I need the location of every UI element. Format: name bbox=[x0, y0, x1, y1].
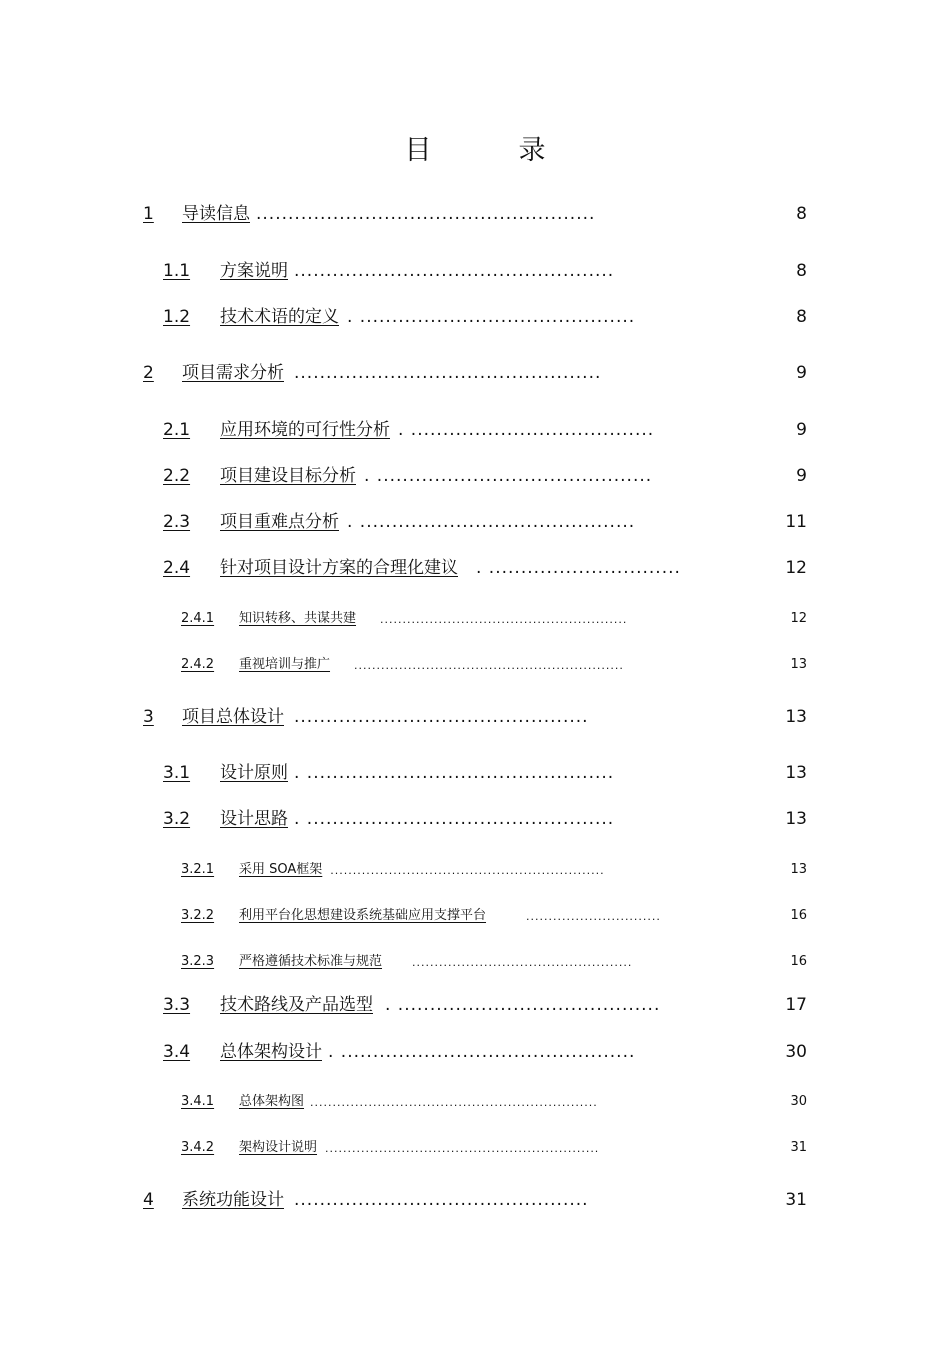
toc-entry-label: 导读信息 bbox=[182, 204, 250, 224]
toc-dot-leader: . ......................................... bbox=[385, 995, 661, 1015]
toc-entry-number: 2.1 bbox=[163, 420, 191, 440]
toc-entry-number: 3.2.1 bbox=[181, 862, 215, 877]
toc-entry-page: 8 bbox=[796, 307, 807, 327]
toc-dot-leader: ................................................. bbox=[412, 956, 633, 969]
toc-entry-number: 3.3 bbox=[163, 995, 191, 1015]
toc-entry-number: 1 bbox=[143, 204, 154, 224]
toc-entry[interactable] bbox=[0, 803, 950, 829]
toc-entry-page: 30 bbox=[790, 1094, 807, 1109]
toc-entry[interactable] bbox=[0, 701, 950, 727]
toc-entry[interactable] bbox=[0, 357, 950, 383]
toc-entry-number: 2.2 bbox=[163, 466, 191, 486]
toc-entry-label: 应用环境的可行性分析 bbox=[220, 420, 390, 440]
toc-dot-leader: .............................................. bbox=[294, 1190, 589, 1210]
toc-entry-label: 项目建设目标分析 bbox=[220, 466, 356, 486]
toc-entry-number: 2.3 bbox=[163, 512, 191, 532]
toc-dot-leader: . ........................................... bbox=[347, 307, 636, 327]
toc-entry[interactable] bbox=[0, 414, 950, 440]
toc-entry-number: 3.2.3 bbox=[181, 954, 215, 969]
toc-dot-leader: ....................................................... bbox=[380, 613, 628, 626]
toc-entry[interactable] bbox=[0, 1083, 950, 1109]
toc-dot-leader: . .............................................. bbox=[328, 1042, 636, 1062]
toc-entry-page: 17 bbox=[785, 995, 807, 1015]
page-title: 目 录 bbox=[404, 135, 576, 166]
toc-entry-number: 3.4 bbox=[163, 1042, 191, 1062]
toc-entry-number: 1.1 bbox=[163, 261, 191, 281]
toc-entry-label: 项目重难点分析 bbox=[220, 512, 339, 532]
toc-entry-page: 12 bbox=[790, 611, 807, 626]
toc-entry[interactable] bbox=[0, 600, 950, 626]
toc-entry[interactable] bbox=[0, 851, 950, 877]
toc-entry-label: 技术路线及产品选型 bbox=[220, 995, 373, 1015]
toc-entry-page: 31 bbox=[785, 1190, 807, 1210]
toc-dot-leader: . ........................................... bbox=[364, 466, 653, 486]
toc-entry-page: 16 bbox=[790, 954, 807, 969]
toc-entry-page: 8 bbox=[796, 261, 807, 281]
toc-entry-page: 13 bbox=[785, 763, 807, 783]
toc-entry-label: 系统功能设计 bbox=[182, 1190, 284, 1210]
toc-entry-number: 3.4.2 bbox=[181, 1140, 215, 1155]
toc-entry-number: 2 bbox=[143, 363, 154, 383]
toc-entry[interactable] bbox=[0, 897, 950, 923]
toc-dot-leader: .............................. bbox=[526, 910, 661, 923]
toc-entry-label: 架构设计说明 bbox=[239, 1140, 318, 1155]
toc-entry-label: 针对项目设计方案的合理化建议 bbox=[220, 558, 458, 578]
toc-entry-page: 8 bbox=[796, 204, 807, 224]
toc-entry-page: 11 bbox=[785, 512, 807, 532]
toc-dot-leader: . .............................. bbox=[476, 558, 681, 578]
toc-dot-leader: ............................................................ bbox=[354, 659, 624, 672]
toc-entry-number: 2.4.2 bbox=[181, 657, 215, 672]
toc-entry-label: 技术术语的定义 bbox=[220, 307, 339, 327]
toc-entry[interactable] bbox=[0, 552, 950, 578]
toc-entry-number: 2.4 bbox=[163, 558, 191, 578]
toc-entry[interactable] bbox=[0, 646, 950, 672]
toc-entry-number: 3 bbox=[143, 707, 154, 727]
toc-entry-label: 设计思路 bbox=[220, 809, 288, 829]
toc-entry-number: 3.1 bbox=[163, 763, 191, 783]
toc-entry[interactable] bbox=[0, 255, 950, 281]
toc-dot-leader: . ...................................... bbox=[398, 420, 655, 440]
toc-dot-leader: .................................................. bbox=[294, 261, 615, 281]
toc-entry[interactable] bbox=[0, 506, 950, 532]
toc-dot-leader: ..................................................... bbox=[256, 204, 596, 224]
toc-entry[interactable] bbox=[0, 757, 950, 783]
toc-entry-label: 知识转移、共谋共建 bbox=[239, 611, 357, 626]
toc-entry-page: 31 bbox=[790, 1140, 807, 1155]
toc-entry-number: 2.4.1 bbox=[181, 611, 215, 626]
toc-entry-page: 30 bbox=[785, 1042, 807, 1062]
toc-entry-number: 4 bbox=[143, 1190, 154, 1210]
toc-entry[interactable] bbox=[0, 943, 950, 969]
toc-entry-label: 重视培训与推广 bbox=[239, 657, 331, 672]
toc-entry[interactable] bbox=[0, 1184, 950, 1210]
toc-entry-page: 12 bbox=[785, 558, 807, 578]
toc-entry-page: 9 bbox=[796, 420, 807, 440]
toc-entry[interactable] bbox=[0, 989, 950, 1015]
toc-entry-page: 16 bbox=[790, 908, 807, 923]
toc-dot-leader: . ........................................... bbox=[347, 512, 636, 532]
toc-dot-leader: . ................................................ bbox=[294, 763, 615, 783]
toc-dot-leader: ................................................................ bbox=[310, 1096, 598, 1109]
toc-entry-label: 项目总体设计 bbox=[182, 707, 284, 727]
toc-entry-label: 利用平台化思想建设系统基础应用支撑平台 bbox=[239, 908, 487, 923]
toc-dot-leader: ............................................................. bbox=[325, 1142, 600, 1155]
toc-entry-page: 13 bbox=[785, 707, 807, 727]
toc-entry[interactable] bbox=[0, 460, 950, 486]
toc-entry[interactable] bbox=[0, 1036, 950, 1062]
toc-entry-label: 采用 SOA框架 bbox=[239, 862, 323, 877]
toc-dot-leader: . ................................................ bbox=[294, 809, 615, 829]
toc-entry-label: 设计原则 bbox=[220, 763, 288, 783]
toc-entry-label: 总体架构设计 bbox=[220, 1042, 322, 1062]
toc-entry-page: 9 bbox=[796, 363, 807, 383]
toc-entry-label: 项目需求分析 bbox=[182, 363, 284, 383]
toc-entry[interactable] bbox=[0, 1129, 950, 1155]
toc-entry[interactable] bbox=[0, 301, 950, 327]
toc-entry-number: 3.2 bbox=[163, 809, 191, 829]
toc-entry-label: 总体架构图 bbox=[239, 1094, 305, 1109]
toc-entry[interactable] bbox=[0, 198, 950, 224]
toc-entry-number: 3.2.2 bbox=[181, 908, 215, 923]
toc-entry-number: 1.2 bbox=[163, 307, 191, 327]
toc-entry-number: 3.4.1 bbox=[181, 1094, 215, 1109]
toc-entry-page: 13 bbox=[785, 809, 807, 829]
toc-entry-page: 13 bbox=[790, 862, 807, 877]
toc-dot-leader: ................................................ bbox=[294, 363, 602, 383]
toc-entry-page: 13 bbox=[790, 657, 807, 672]
toc-dot-leader: ............................................................. bbox=[330, 864, 605, 877]
toc-entry-label: 方案说明 bbox=[220, 261, 288, 281]
toc-entry-label: 严格遵循技术标准与规范 bbox=[239, 954, 383, 969]
toc-entry-page: 9 bbox=[796, 466, 807, 486]
toc-dot-leader: .............................................. bbox=[294, 707, 589, 727]
